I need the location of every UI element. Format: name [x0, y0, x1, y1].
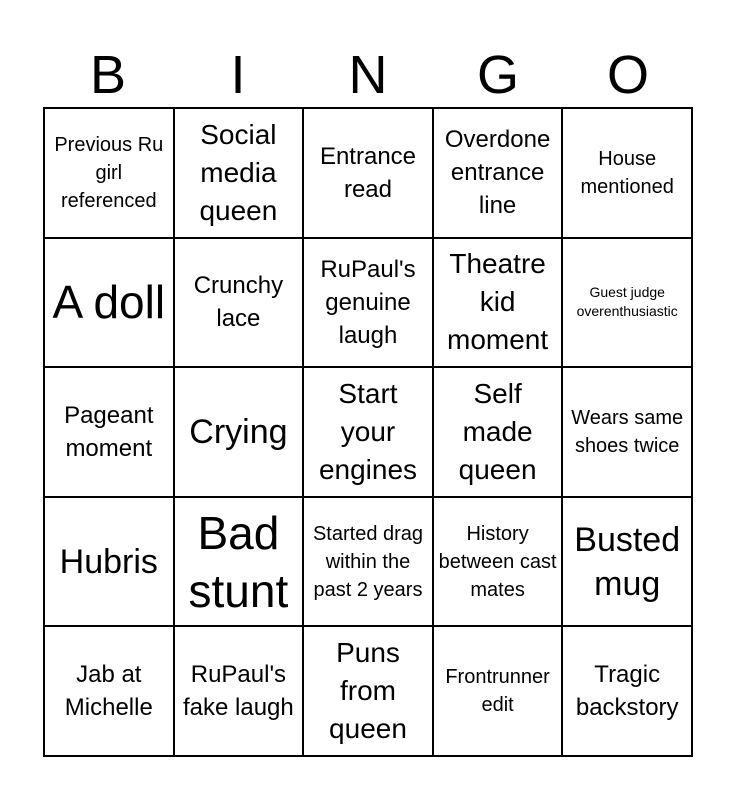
bingo-cell[interactable] [563, 109, 693, 239]
bingo-cell[interactable] [175, 109, 305, 239]
cell-text: Wears same shoes twice [571, 406, 684, 457]
cell-text: RuPaul's fake laugh [183, 661, 294, 722]
cell-text: Social media queen [199, 118, 278, 226]
cell-text: Jab at Michelle [64, 661, 153, 722]
header-letter-i: I [230, 45, 246, 105]
header-letter-o: O [606, 45, 649, 105]
cell-text: Theatre kid moment [447, 248, 549, 356]
cell-text: Tragic backstory [575, 661, 679, 722]
header-letter-g: G [476, 45, 519, 105]
bingo-cell[interactable] [45, 109, 175, 239]
cell-text: RuPaul's genuine laugh [320, 255, 416, 349]
cell-text: Hubris [59, 542, 158, 581]
cell-text: History between cast mates [438, 522, 557, 601]
bingo-cell[interactable] [175, 627, 305, 757]
bingo-cell[interactable] [304, 627, 434, 757]
cell-text: Previous Ru girl referenced [54, 133, 164, 212]
cell-text: Overdone entrance line [444, 126, 551, 220]
cell-text: Puns from queen [329, 637, 407, 745]
bingo-cell[interactable] [304, 498, 434, 628]
bingo-cell[interactable] [175, 498, 305, 628]
bingo-cell[interactable] [434, 239, 564, 369]
bingo-cell[interactable] [175, 239, 305, 369]
bingo-cell[interactable] [563, 368, 693, 498]
cell-text: Self made queen [458, 377, 537, 485]
bingo-cell[interactable] [563, 239, 693, 369]
cell-text: Frontrunner edit [445, 666, 550, 717]
bingo-cell[interactable] [304, 368, 434, 498]
bingo-cell[interactable] [434, 368, 564, 498]
bingo-cell[interactable] [45, 627, 175, 757]
bingo-cell[interactable] [45, 498, 175, 628]
bingo-cell[interactable] [434, 498, 564, 628]
cell-text: House mentioned [580, 147, 674, 198]
header-letter-n: N [348, 45, 388, 105]
bingo-cell[interactable] [45, 368, 175, 498]
bingo-cell[interactable] [563, 498, 693, 628]
bingo-header [43, 44, 693, 106]
bingo-cell[interactable] [434, 627, 564, 757]
bingo-cell[interactable] [175, 368, 305, 498]
header-letter-b: B [89, 45, 127, 105]
bingo-cell[interactable] [563, 627, 693, 757]
cell-text: Start your engines [318, 377, 418, 485]
cell-text: Bad stunt [188, 506, 289, 617]
bingo-cell[interactable] [304, 109, 434, 239]
cell-text: Guest judge overenthusiastic [576, 284, 678, 320]
cell-text: Busted mug [574, 520, 681, 603]
cell-text: Pageant moment [64, 401, 154, 462]
cell-text: A doll [52, 276, 166, 329]
cell-text: Started drag within the past 2 years [312, 522, 424, 601]
cell-text: Crunchy lace [193, 272, 284, 333]
cell-text: Crying [189, 412, 288, 451]
bingo-grid [43, 107, 693, 757]
bingo-cell[interactable] [304, 239, 434, 369]
bingo-cell[interactable] [45, 239, 175, 369]
bingo-cell[interactable] [434, 109, 564, 239]
cell-text: Entrance read [319, 142, 417, 203]
